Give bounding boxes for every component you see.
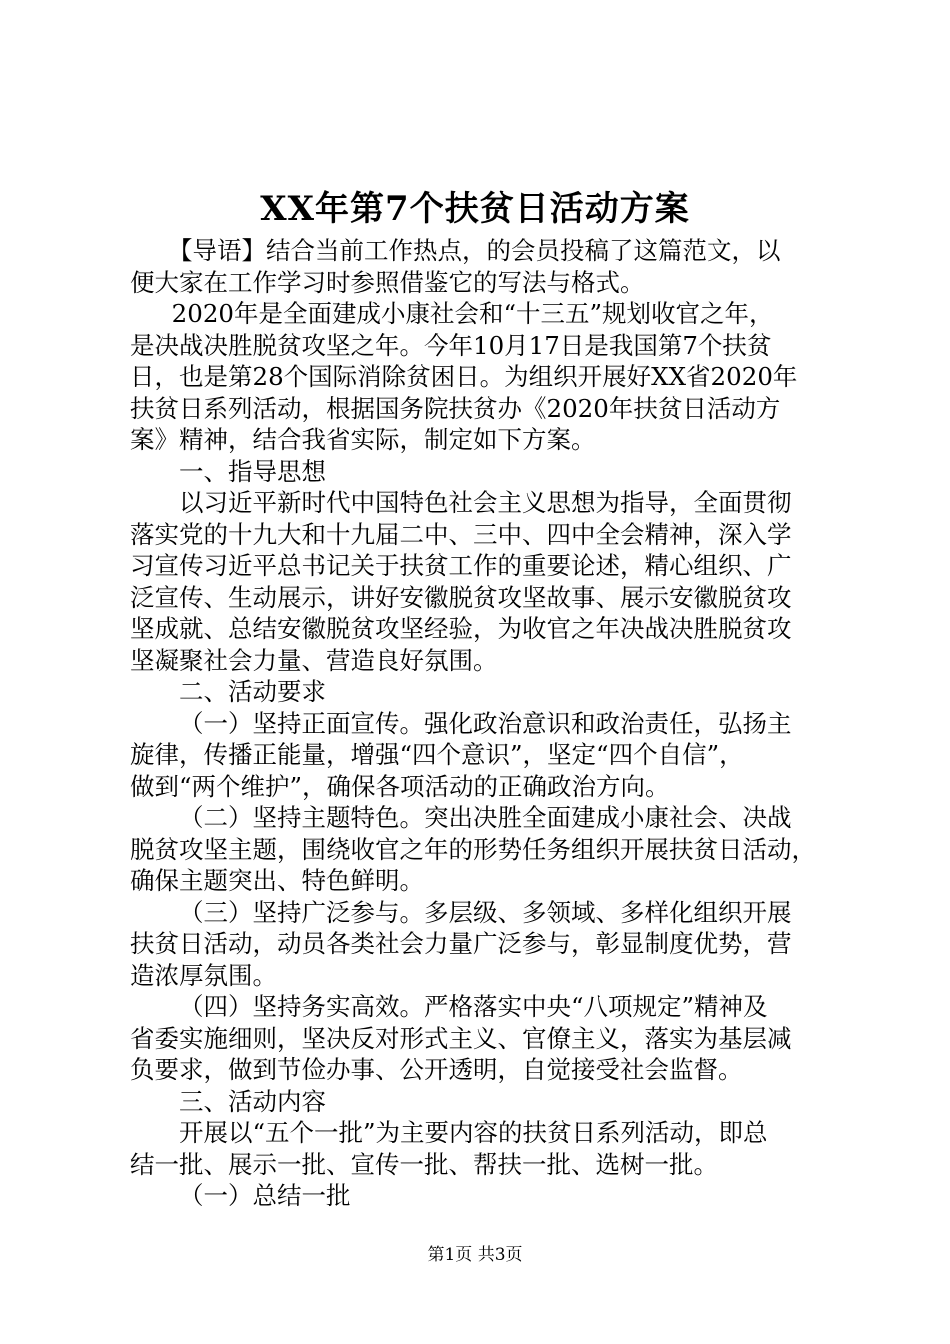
text-line: 做到“两个维护”，确保各项活动的正确政治方向。 [130,771,670,801]
text-line: （三）坚持广泛参与。多层级、多领域、多样化组织开展 [179,897,792,927]
document-title: XX年第7个扶贫日活动方案 [260,189,690,229]
text-line: 省委实施细则，坚决反对形式主义、官僚主义，落实为基层减 [130,1023,792,1053]
text-line: 便大家在工作学习时参照借鉴它的写法与格式。 [130,267,645,297]
text-line: 扶贫日活动，动员各类社会力量广泛参与，彰显制度优势，营 [130,929,792,958]
text-line: 旋律，传播正能量，增强“四个意识”，坚定“四个自信”， [130,740,744,769]
text-line: 坚成就、总结安徽脱贫攻坚经验，为收官之年决战决胜脱贫攻 [130,614,792,643]
text-line: 【导语】结合当前工作热点，的会员投稿了这篇范文，以 [167,236,781,265]
text-line: 开展以“五个一批”为主要内容的扶贫日系列活动，即总 [179,1118,768,1147]
text-line: 日，也是第28个国际消除贫困日。为组织开展好XX省2020年 [130,362,798,391]
text-line: 二、活动要求 [179,677,326,706]
text-line: 2020年是全面建成小康社会和“十三五”规划收官之年， [171,299,774,328]
text-line: （一）总结一批 [179,1181,351,1210]
document-body [130,235,835,1212]
text-line: （一）坚持正面宣传。强化政治意识和政治责任，弘扬主 [179,708,792,738]
text-line: 一、指导思想 [179,456,326,486]
text-line: 脱贫攻坚主题，围绕收官之年的形势任务组织开展扶贫日活动， [130,834,816,864]
text-line: 确保主题突出、特色鲜明。 [130,866,424,895]
text-line: 以习近平新时代中国特色社会主义思想为指导，全面贯彻 [179,488,792,517]
page-number: 第1页 共3页 [427,1245,523,1265]
text-line: 习宣传习近平总书记关于扶贫工作的重要论述，精心组织、广 [130,551,792,580]
text-line: 三、活动内容 [179,1086,326,1116]
text-line: 负要求，做到节俭办事、公开透明，自觉接受社会监督。 [130,1055,743,1084]
text-line: 案》精神，结合我省实际，制定如下方案。 [130,425,596,454]
text-line: 结一批、展示一批、宣传一批、帮扶一批、选树一批。 [130,1149,718,1179]
text-line: 是决战决胜脱贫攻坚之年。今年10月17日是我国第7个扶贫 [130,330,772,360]
text-line: 落实党的十九大和十九届二中、三中、四中全会精神，深入学 [130,519,792,549]
text-line: 造浓厚氛围。 [130,960,277,990]
text-line: 泛宣传、生动展示，讲好安徽脱贫攻坚故事、展示安徽脱贫攻 [130,582,792,612]
text-line: （二）坚持主题特色。突出决胜全面建成小康社会、决战 [179,803,792,832]
text-line: （四）坚持务实高效。严格落实中央“八项规定”精神及 [179,992,768,1021]
text-line: 扶贫日系列活动，根据国务院扶贫办《2020年扶贫日活动方 [130,393,781,423]
text-line: 坚凝聚社会力量、营造良好氛围。 [130,645,498,675]
